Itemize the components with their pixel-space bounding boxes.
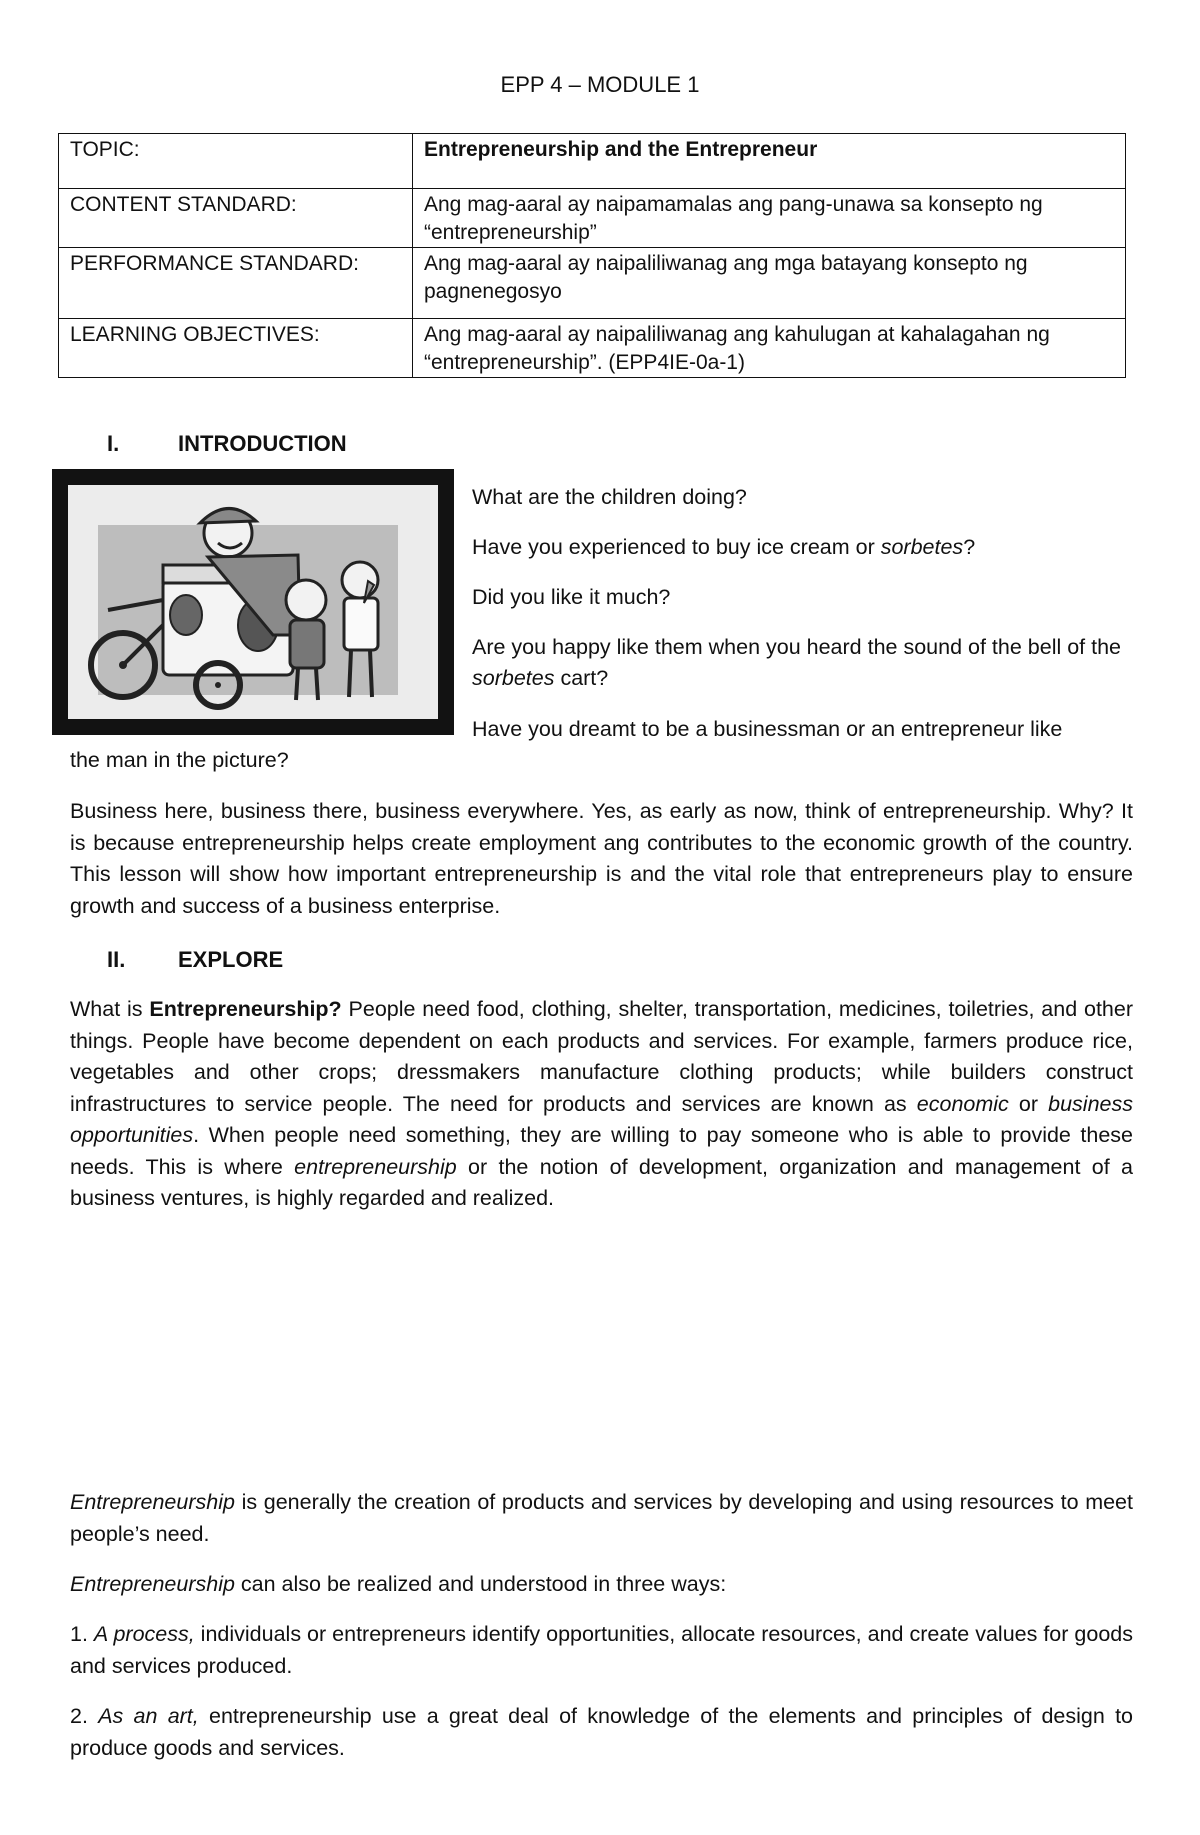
- table-row: [59, 319, 1126, 378]
- intro-question-1: What are the children doing?: [472, 485, 747, 509]
- learning-objectives-label: LEARNING OBJECTIVES:: [59, 319, 413, 378]
- intro-question-5: Have you dreamt to be a businessman or an entrepreneur like: [472, 717, 1063, 741]
- intro-question-5-continued: the man in the picture?: [70, 748, 289, 772]
- performance-standard-value: Ang mag-aaral ay naipaliliwanag ang mga batayang konsepto ng pagnenegosyo: [413, 248, 1126, 319]
- intro-question-4: Are you happy like them when you heard the sound of the bell of the sorbetes cart?: [472, 635, 1122, 690]
- section-number-intro: I.: [107, 431, 120, 456]
- intro-question-2: Have you experienced to buy ice cream or sorbetes?: [472, 535, 976, 559]
- module-info-table: [58, 133, 1126, 378]
- explore-paragraph-1: What is Entrepreneurship? People need food, clothing, shelter, transportation, medicines, toiletries, and other things. People have become dependent on each products and services. For example, farmers produce rice, vegetables and other crops; dressmakers manufacture clothing products; while builders construct infrastructures to service people. The need for products and services are known as economic or business opportunities. When people need something, they are willing to pay someone who is able to provide these needs. This is where entrepreneurship or the notion of development, organization and management of a business ventures, is highly regarded and realized.: [70, 997, 1134, 1210]
- table-row: [59, 248, 1126, 319]
- intro-paragraph: Business here, business there, business everywhere. Yes, as early as now, think of entrepreneurship. Why? It is because entrepreneurship helps create employment ang contributes to the economic growth of the country. This lesson will show how important entrepreneurship is and the vital role that entrepreneurs play to ensure growth and success of a business enterprise.: [70, 799, 1133, 918]
- section-number-explore: II.: [107, 947, 126, 972]
- page-title: EPP 4 – MODULE 1: [500, 72, 700, 97]
- topic-label: TOPIC:: [59, 134, 413, 189]
- explore-list-item-1: 1. A process, individuals or entrepreneurs identify opportunities, allocate resources, and create values for goods and services produced.: [70, 1622, 1133, 1678]
- section-title-explore: EXPLORE: [178, 947, 284, 972]
- content-standard-label: CONTENT STANDARD:: [59, 189, 413, 248]
- ice-cream-vendor-illustration: [52, 469, 454, 735]
- table-row: [59, 189, 1126, 248]
- topic-value: Entrepreneurship and the Entrepreneur: [413, 134, 1126, 189]
- intro-question-3: Did you like it much?: [472, 585, 671, 609]
- table-row: [59, 134, 1126, 189]
- content-standard-value: Ang mag-aaral ay naipamamalas ang pang-unawa sa konsepto ng “entrepreneurship”: [413, 189, 1126, 248]
- performance-standard-label: PERFORMANCE STANDARD:: [59, 248, 413, 319]
- explore-paragraph-3: Entrepreneurship can also be realized and understood in three ways:: [70, 1572, 727, 1596]
- explore-list-item-2: 2. As an art, entrepreneurship use a great deal of knowledge of the elements and principles of design to produce goods and services.: [70, 1704, 1134, 1760]
- explore-paragraph-2: Entrepreneurship is generally the creation of products and services by developing and using resources to meet people’s need.: [70, 1490, 1133, 1546]
- section-title-intro: INTRODUCTION: [178, 431, 347, 456]
- learning-objectives-value: Ang mag-aaral ay naipaliliwanag ang kahulugan at kahalagahan ng “entrepreneurship”. (EPP4IE-0a-1): [413, 319, 1126, 378]
- sorbetes-cart-drawing: [68, 485, 438, 719]
